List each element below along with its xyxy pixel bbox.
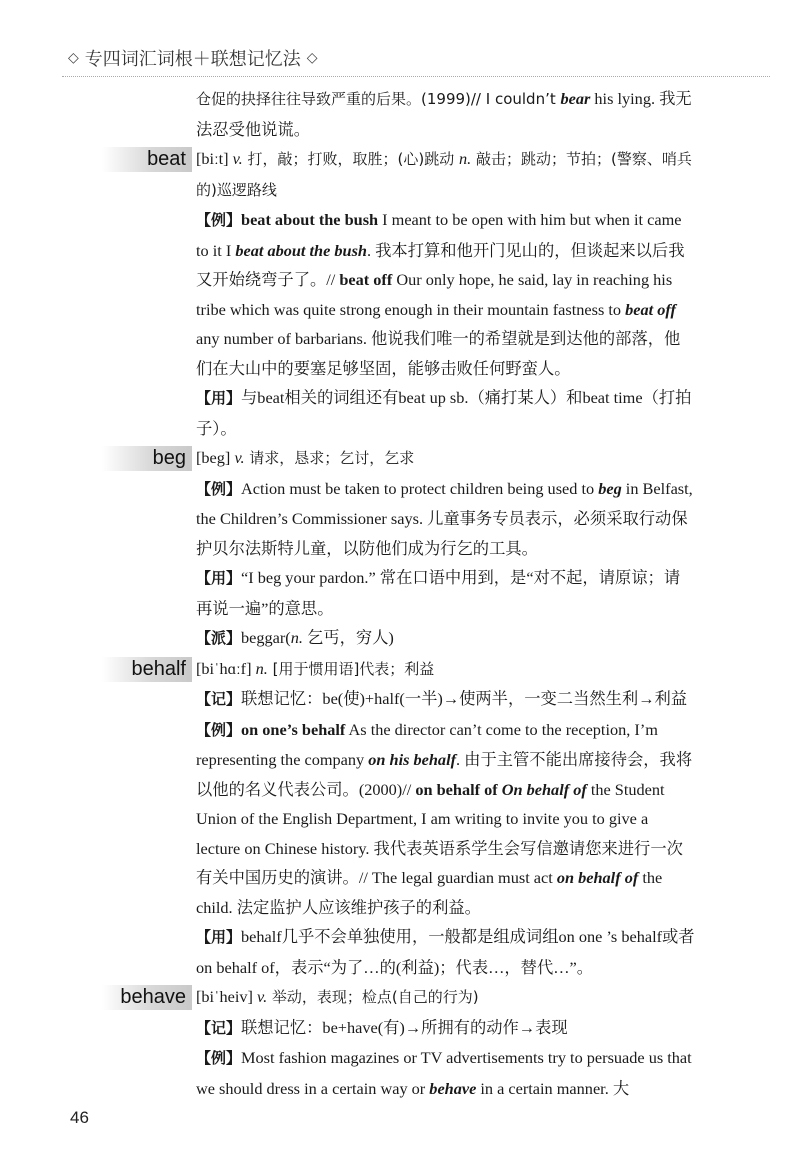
entry-beat [147,144,696,443]
phrase-emphasis: on his behalf [368,750,457,769]
part-of-speech: v. [257,987,268,1006]
memory-block [196,1013,696,1044]
definition [196,982,696,1013]
example-text: Our only hope, he said, lay in reaching his tribe which was quite strong enough in their mountain fastness to [196,270,673,319]
usage-text: 与beat相关的词组还有beat up sb.（痛打某人）和beat time（打拍子）。 [196,388,692,438]
page-number: 46 [70,1108,89,1127]
header-title: 专四词汇词根＋联想记忆法 [84,49,301,70]
example-text: I meant to be open with him but when it came to it I [196,210,682,260]
part-of-speech: n. [290,628,303,647]
intro-paragraph [196,84,696,144]
usage-text: “I beg your pardon.” 常在口语中用到，是“对不起，请原谅；请再说一遍”的意思。 [196,568,681,618]
usage-block [196,563,696,623]
example-text: the child. 法定监护人应该维护孩子的利益。 [196,868,663,917]
definition [196,144,696,205]
phrase-emphasis: behave [429,1078,477,1098]
example-text: in a certain manner. 大 [476,1078,630,1098]
headword-behalf: behalf [102,657,192,682]
entry-beg [152,443,696,654]
dictionary-body [120,84,696,1103]
intro-text: 仓促的抉择往往导致严重的后果。(1999)// I couldn’t [196,90,561,108]
example-text: Most fashion magazines or TV advertisements try to persuade us that we should dress in a certain way or [196,1048,692,1098]
header-divider [62,76,770,77]
phrase: on behalf of [415,779,498,799]
example-text: . 由于主管不能出席接待会，我将以他的名义代表公司。(2000)// [196,750,693,799]
memory-text: 联想记忆：be(使)+half(一半)→使两半，一变二当然生利→利益 [241,689,688,708]
memory-tag: 【记】 [196,1018,242,1037]
diamond-icon: ◇ [68,50,79,66]
entry-behave [120,982,696,1103]
entry-behalf [131,654,696,983]
example-tag: 【例】 [196,720,242,739]
part-of-speech: v. [232,149,243,168]
pronunciation: [biːt] [196,149,229,168]
usage-tag: 【用】 [196,928,242,946]
definition-text: 打，敲；打败，取胜；(心)跳动 [242,150,459,168]
pronunciation: [biˈhɑːf] [196,658,252,678]
example-text: any number of barbarians. 他说我们唯一的希望就是到达他的部落，他们在大山中的要塞足够坚固，能够击败任何野蛮人。 [196,329,681,378]
example-tag: 【例】 [196,211,242,229]
derivative-block [196,623,696,654]
diamond-icon: ◇ [306,50,318,66]
example-text: As the director can’t come to the reception, I’m representing the company [196,719,658,769]
part-of-speech: n. [458,149,472,168]
definition-text: 敲击；跳动；节拍；(警察、哨兵的)巡逻路线 [196,150,692,199]
part-of-speech: n. [255,658,268,678]
example-block [196,474,696,564]
example-tag: 【例】 [196,1049,242,1067]
example-text: the Student Union of the English Department, I am writing to invite you to give a lecture on Chinese history. 我代表英语系学生会写信邀请您来进行一次有关中国历史的演讲。// The legal guardian must act [196,779,683,887]
memory-text: 联想记忆：be+have(有)→所拥有的动作→表现 [241,1017,568,1037]
part-of-speech: v. [234,448,245,467]
memory-block [196,684,696,715]
example-text: . 我本打算和他开门见山的，但谈起来以后我又开始绕弯子了。// [196,240,685,289]
usage-tag: 【用】 [196,569,242,587]
headword-beg: beg [102,446,192,471]
phrase-emphasis: beat about the bush [235,240,367,260]
phrase-emphasis: beat off [625,299,676,319]
example-tag: 【例】 [196,479,242,498]
definition-text: 举动，表现；检点(自己的行为) [267,988,479,1006]
phrase: beat about the bush [241,210,379,229]
phrase-emphasis: beg [598,478,622,498]
example-text: in Belfast, the Children’s Commissioner says. 儿童事务专员表示，必须采取行动保护贝尔法斯特儿童，以防他们成为行乞的工具。 [196,478,693,558]
example-text: Action must be taken to protect children being used to [241,478,599,498]
usage-text: behalf几乎不会单独使用，一般都是组成词组on one ’s behalf或者on behalf of，表示“为了…的(利益)；代表…，替代…”。 [196,927,695,977]
phrase: on one’s behalf [241,719,346,739]
derivative-tag: 【派】 [196,629,242,647]
definition [196,654,696,685]
derivative-text: beggar( [241,628,291,647]
headword-beat: beat [102,147,192,172]
definition-text: 请求，恳求；乞讨，乞求 [244,449,415,467]
phrase-emphasis: on behalf of [556,868,639,887]
intro-text-end: his lying. 我无法忍受他说谎。 [196,89,692,139]
memory-tag: 【记】 [196,690,242,708]
phrase-emphasis: On behalf of [501,779,587,799]
usage-block [196,383,696,443]
pronunciation: [biˈheiv] [196,987,253,1006]
headword-behave: behave [102,985,192,1010]
definition [196,443,696,474]
derivative-text: 乞丐，穷人) [302,628,394,647]
definition-text: [用于惯用语]代表；利益 [267,659,435,678]
usage-block [196,922,696,982]
intro-emphasis: bear [560,89,591,108]
pronunciation: [beg] [196,448,231,467]
phrase: beat off [339,270,393,289]
example-block [196,205,696,383]
example-block [196,715,696,923]
usage-tag: 【用】 [196,389,242,407]
running-header [62,40,762,76]
example-block [196,1043,696,1103]
